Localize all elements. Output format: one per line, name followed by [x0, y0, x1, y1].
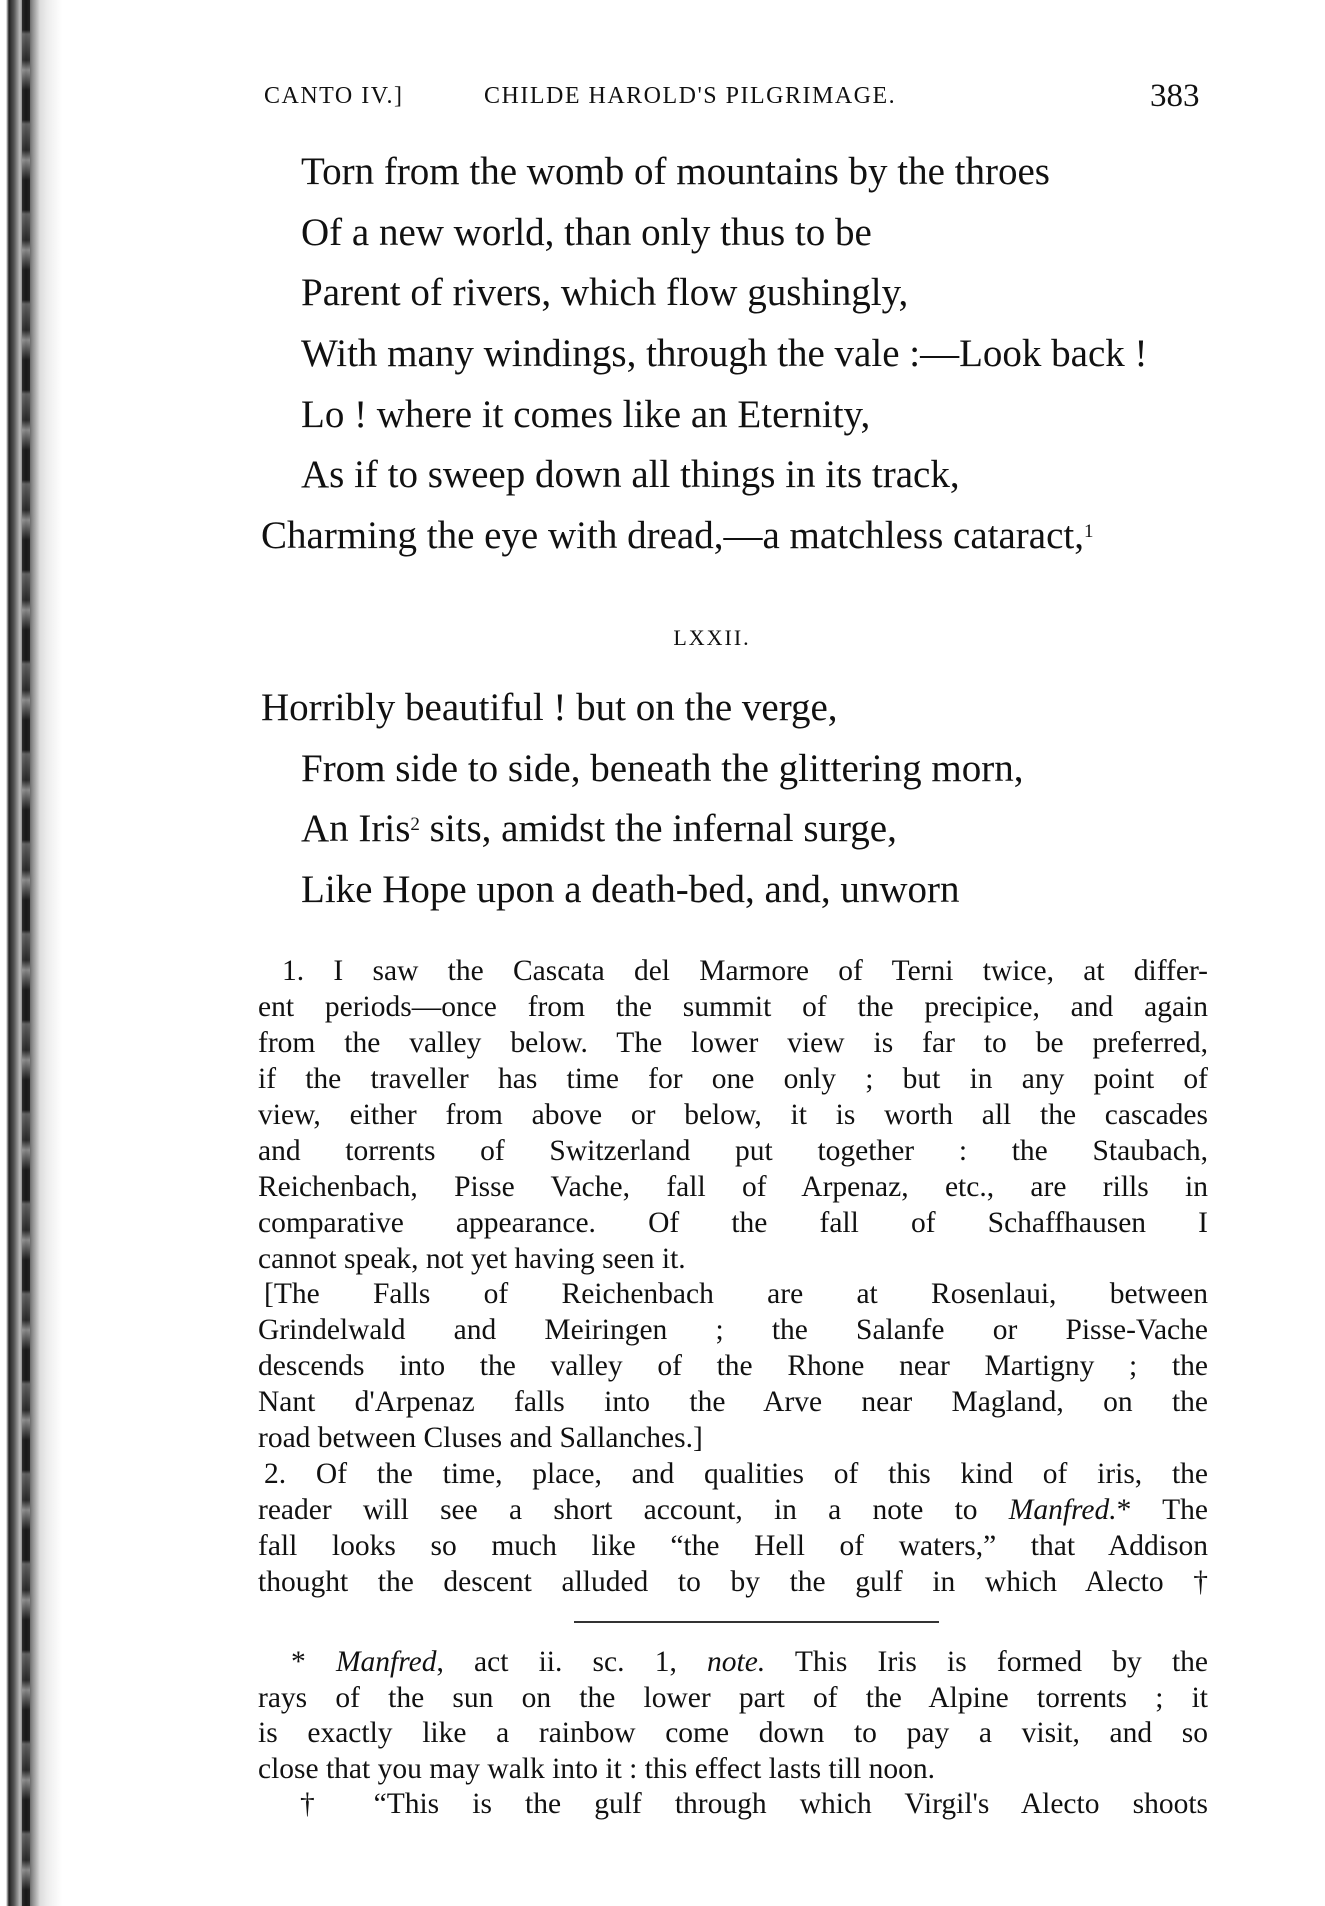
- note-line: if the traveller has time for one only ; but in any point of: [258, 1062, 1208, 1095]
- page-number: 383: [1150, 78, 1200, 114]
- footnote-line: [258, 1645, 1208, 1681]
- footnote-line: is exactly like a rainbow come down to pay a visit, and so: [258, 1717, 1208, 1749]
- verse-text: Charming the eye with dread,—a matchless cataract,: [261, 514, 1084, 558]
- note-line: Grindelwald and Meiringen ; the Salanfe or Pisse-Vache: [258, 1314, 1208, 1347]
- verse-line: Horribly beautiful ! but on the verge,: [261, 686, 838, 729]
- note-line: view, either from above or below, it is worth all the cascades: [258, 1098, 1208, 1131]
- verse-text: sits, amidst the infernal surge,: [419, 807, 897, 851]
- stanza-lxxii: [0, 685, 1325, 928]
- footnotes-block: [258, 1645, 1208, 1823]
- footnote-italic: Manfred: [335, 1646, 437, 1678]
- footnote-line: close that you may walk into it : this effect lasts till noon.: [258, 1752, 936, 1785]
- note-line: from the valley below. The lower view is far to be preferred,: [258, 1026, 1208, 1059]
- note-line: thought the descent alluded to by the gulf in which Alecto †: [258, 1565, 1208, 1598]
- footnote-ref-1: 1: [1084, 521, 1094, 543]
- verse-line: [0, 513, 1325, 574]
- footnote-line: rays of the sun on the lower part of the Alpine torrents ; it: [258, 1681, 1208, 1714]
- verse-line: From side to side, beneath the glittering morn,: [301, 746, 1024, 790]
- verse-line: Lo ! where it comes like an Eternity,: [301, 392, 871, 436]
- notes-block: [258, 954, 1208, 1601]
- note-line: 2. Of the time, place, and qualities of this kind of iris, the: [264, 1458, 1208, 1491]
- note-line: comparative appearance. Of the fall of Schaffhausen I: [258, 1206, 1208, 1239]
- verse-line: Like Hope upon a death-bed, and, unworn: [301, 868, 960, 912]
- note-italic: Manfred.: [1008, 1494, 1117, 1527]
- footnote-line: † “This is the gulf through which Virgil's Alecto shoots: [300, 1788, 1208, 1820]
- stanza-number: LXXII.: [673, 625, 751, 650]
- note-text: reader will see a short account, in a note to: [258, 1494, 1009, 1527]
- note-line: 1. I saw the Cascata del Marmore of Terni twice, at differ-: [282, 955, 1208, 987]
- note-line: fall looks so much like “the Hell of waters,” that Addison: [258, 1530, 1208, 1562]
- note-line: Reichenbach, Pisse Vache, fall of Arpenaz, etc., are rills in: [258, 1170, 1208, 1203]
- running-head-canto: CANTO IV.]: [264, 83, 404, 109]
- verse-line: Parent of rivers, which flow gushingly,: [301, 271, 909, 315]
- verse-block-top: [0, 149, 1325, 574]
- footnote-mark: *: [291, 1646, 336, 1678]
- footnote-italic: note.: [707, 1646, 766, 1678]
- note-line: descends into the valley of the Rhone near Martigny ; the: [258, 1350, 1208, 1383]
- verse-line: Of a new world, than only thus to be: [301, 210, 872, 254]
- note-line: and torrents of Switzerland put together : the Staubach,: [258, 1134, 1208, 1167]
- note-line: [258, 1493, 1208, 1529]
- footnote-text: , act ii. sc. 1,: [436, 1646, 708, 1678]
- verse-line: Torn from the womb of mountains by the throes: [301, 150, 1050, 193]
- footnote-text: This Iris is formed by the: [765, 1646, 1209, 1678]
- running-head-title: CHILDE HAROLD'S PILGRIMAGE.: [484, 83, 897, 109]
- note-line: [The Falls of Reichenbach are at Rosenlaui, between: [264, 1278, 1208, 1311]
- verse-line: With many windings, through the vale :—Look back !: [301, 332, 1148, 376]
- note-line: ent periods—once from the summit of the precipice, and again: [258, 990, 1208, 1023]
- footnote-ref-2: 2: [410, 814, 420, 836]
- verse-line: As if to sweep down all things in its track,: [301, 453, 960, 497]
- verse-text: An Iris: [301, 807, 411, 851]
- footnote-divider: [574, 1621, 939, 1623]
- note-line: Nant d'Arpenaz falls into the Arve near Magland, on the: [258, 1386, 1208, 1419]
- note-line: cannot speak, not yet having seen it.: [258, 1242, 686, 1275]
- note-line: road between Cluses and Sallanches.]: [258, 1422, 703, 1455]
- note-text: * The: [1116, 1494, 1208, 1527]
- verse-line: [0, 806, 1325, 867]
